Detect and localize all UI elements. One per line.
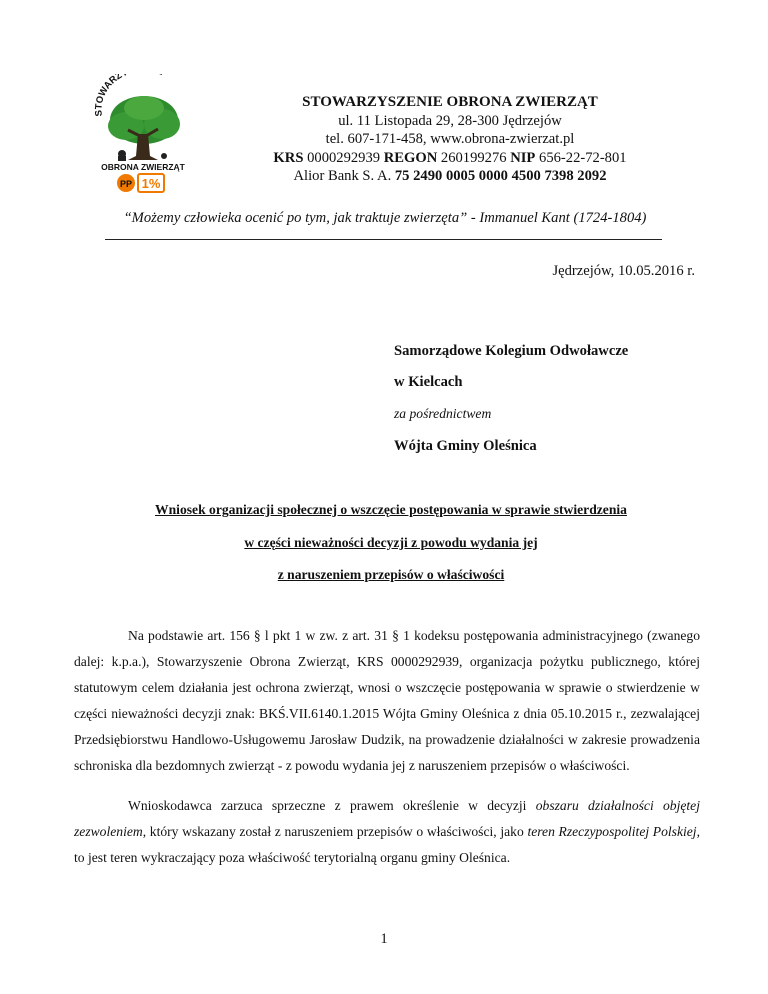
letterhead bbox=[210, 93, 690, 186]
regon-label: REGON bbox=[383, 149, 438, 166]
paragraph-2-text-e: , to jest teren wykraczający poza właściwość terytorialną organu gminy Oleśnica. bbox=[74, 824, 700, 865]
letter-date: Jędrzejów, 10.05.2016 r. bbox=[552, 263, 695, 279]
header-divider bbox=[105, 239, 662, 240]
page-number: 1 bbox=[380, 931, 388, 947]
recipient-line-1: Samorządowe Kolegium Odwoławcze bbox=[394, 343, 629, 359]
logo-arc-text: STOWARZ bbox=[93, 74, 125, 117]
nip-label: NIP bbox=[510, 149, 536, 166]
org-bank bbox=[210, 167, 690, 186]
logo-pp-text: PP bbox=[119, 179, 133, 189]
recipient-via: za pośrednictwem bbox=[394, 406, 492, 421]
paragraph-1-text: Na podstawie art. 156 § l pkt 1 w zw. z art. 31 § 1 kodeksu postępowania administracyjnego (zwanego dalej: k.p.a.), Stowarzyszenie Obrona Zwierząt, KRS 0000292939, organizacja pożytku publicznego, której statutowym celem działania jest ochrona zwierząt, wnosi o wszczęcie postępowania w sprawie o stwierdzenie w części nieważności decyzji znak: BKŚ.VII.6140.1.2015 Wójta Gminy Oleśnica z dnia 05.10.2015 r., zezwalającej Przedsiębiorstwu Handlowo-Usługowemu Jarosław Dudzik, na prowadzenie działalności w zakresie prowadzenia schroniska dla bezdomnych zwierząt - z powodu wydania jej z naruszeniem przepisów o właściwości. bbox=[74, 628, 700, 773]
bank-account: 75 2490 0005 0000 4500 7398 2092 bbox=[394, 168, 607, 184]
org-contact: tel. 607-171-458, www.obrona-zwierzat.pl bbox=[325, 131, 575, 147]
org-name: STOWARZYSZENIE OBRONA ZWIERZĄT bbox=[302, 94, 598, 110]
recipient-line-3: Wójta Gminy Oleśnica bbox=[394, 438, 537, 454]
nip-value: 656-22-72-801 bbox=[539, 149, 627, 166]
document-title-line-1: Wniosek organizacji społecznej o wszczęcie postępowania w sprawie stwierdzenia bbox=[155, 502, 627, 517]
krs-value: 0000292939 bbox=[307, 149, 381, 166]
recipient-line-2: w Kielcach bbox=[394, 374, 463, 390]
bank-name: Alior Bank S. A. bbox=[293, 168, 392, 184]
paragraph-2-emphasis-2: teren Rzeczypospolitej Polskiej bbox=[527, 824, 697, 839]
document-title-line-2: w części nieważności decyzji z powodu wydania jej bbox=[244, 535, 538, 550]
paragraph-2-text-a: Wnioskodawca zarzuca sprzeczne z prawem określenie w decyzji bbox=[128, 798, 527, 813]
org-registry bbox=[210, 149, 690, 168]
paragraph-2-text-c: , który wskazany został z naruszeniem przepisów o właściwości, jako bbox=[142, 824, 524, 839]
logo-bottom-text: OBRONA ZWIERZĄT bbox=[101, 162, 185, 172]
regon-value: 260199276 bbox=[440, 149, 507, 166]
tree-logo-icon bbox=[88, 74, 198, 194]
body-paragraph-1 bbox=[74, 623, 700, 779]
krs-label: KRS bbox=[273, 149, 304, 166]
body-paragraph-2 bbox=[74, 793, 700, 871]
document-title-line-3: z naruszeniem przepisów o właściwości bbox=[277, 567, 505, 582]
motto-quote: “Możemy człowieka ocenić po tym, jak traktuje zwierzęta” - Immanuel Kant (1724-1804) bbox=[123, 210, 647, 226]
org-address: ul. 11 Listopada 29, 28-300 Jędrzejów bbox=[338, 112, 562, 129]
logo-pct-text: 1% bbox=[141, 176, 161, 191]
organization-logo bbox=[88, 74, 198, 194]
paragraph-2-emphasis-1: obszaru działalności objętej zezwoleniem bbox=[74, 798, 700, 839]
